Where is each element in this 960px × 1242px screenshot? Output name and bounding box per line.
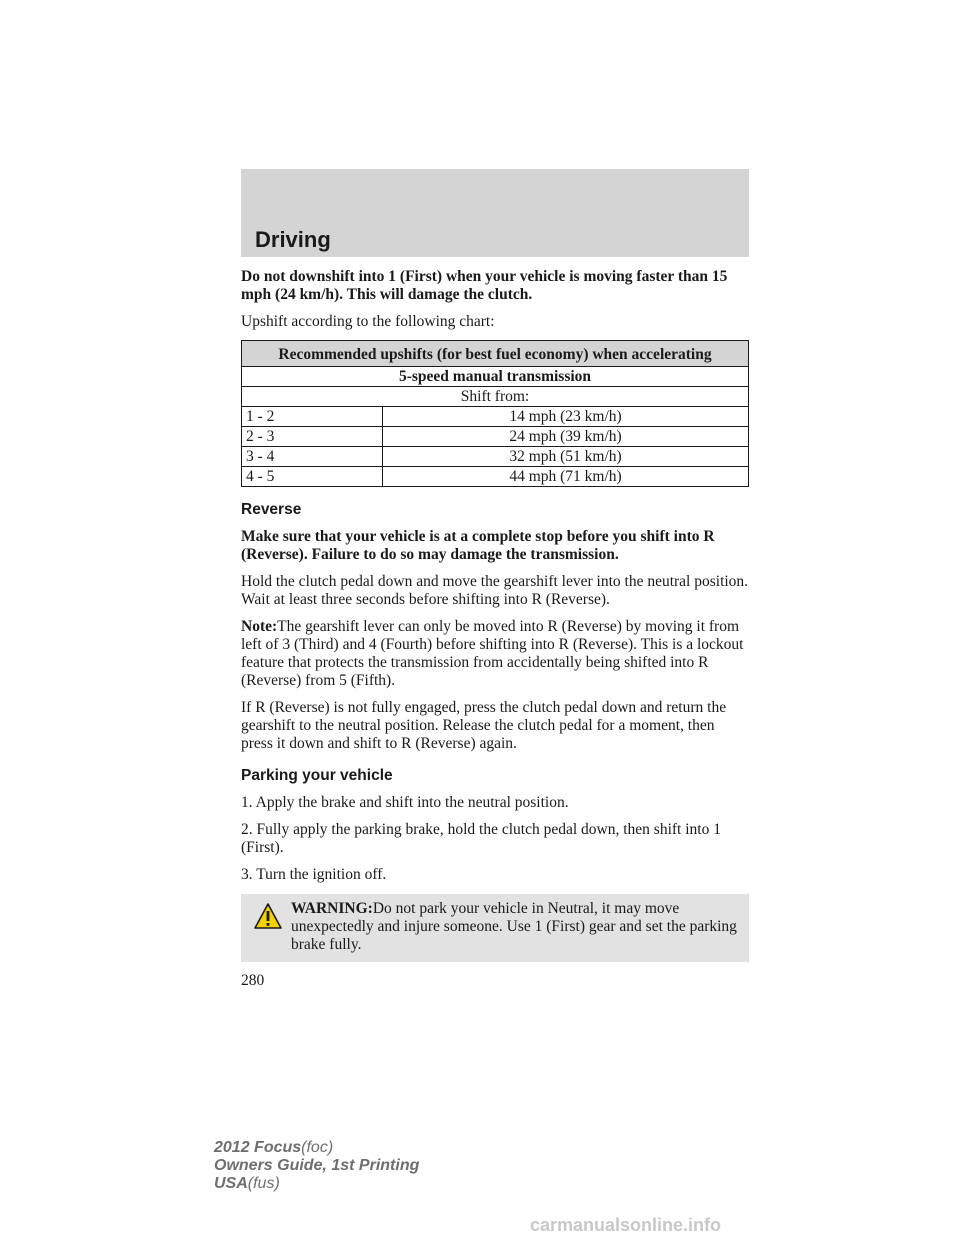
note-text: The gearshift lever can only be moved into R (Reverse) by moving it from left of 3 (Third) and 4 (Fourth) before shifting into R (Reverse). This is a lockout feature that protects the transmission from accidentally being shifted into R (Reverse) from 5 (Fifth).: [241, 618, 744, 689]
table-cell-speed: 44 mph (71 km/h): [383, 467, 749, 487]
warning-label: WARNING:: [291, 900, 373, 917]
section-header-band: [241, 169, 749, 257]
table-row: [242, 447, 749, 467]
footer-model-code: (foc): [301, 1139, 334, 1156]
table-cell-speed: 14 mph (23 km/h): [383, 407, 749, 427]
table-cell-gear: 4 - 5: [242, 467, 383, 487]
table-cell-speed: 24 mph (39 km/h): [383, 427, 749, 447]
warning-text-block: [251, 900, 739, 954]
table-row: [242, 467, 749, 487]
warning-triangle-icon: [253, 902, 283, 930]
reverse-instruction: Hold the clutch pedal down and move the gearshift lever into the neutral position. Wait at least three seconds before shifting into R (Reverse).: [241, 573, 749, 608]
table-cell-speed: 32 mph (51 km/h): [383, 447, 749, 467]
parking-step-3: 3. Turn the ignition off.: [241, 866, 387, 883]
footer-model: 2012 Focus: [214, 1139, 302, 1156]
table-row: [242, 427, 749, 447]
upshift-table: [241, 340, 749, 487]
table-shift-from-label: Shift from:: [242, 387, 749, 407]
page-number: 280: [241, 972, 265, 989]
section-title: Driving: [255, 227, 331, 252]
table-subtitle: 5-speed manual transmission: [242, 367, 749, 387]
table-row: [242, 407, 749, 427]
parking-heading: Parking your vehicle: [241, 767, 393, 784]
page-content: [241, 268, 749, 962]
parking-step-2: 2. Fully apply the parking brake, hold the clutch pedal down, then shift into 1 (First).: [241, 821, 721, 856]
footer-line-2: Owners Guide, 1st Printing: [214, 1157, 420, 1174]
table-cell-gear: 1 - 2: [242, 407, 383, 427]
note-paragraph: [241, 618, 749, 690]
downshift-warning: Do not downshift into 1 (First) when your vehicle is moving faster than 15 mph (24 km/h). This will damage the clutch.: [241, 268, 728, 303]
reverse-not-engaged: If R (Reverse) is not fully engaged, press the clutch pedal down and return the gearshift to the neutral position. Release the clutch pedal for a moment, then press it down and shift to R (Reverse) again.: [241, 699, 727, 752]
footer-line-1: [214, 1139, 419, 1157]
warning-box: [241, 894, 749, 962]
footer-region-code: (fus): [247, 1175, 280, 1192]
upshift-intro: Upshift according to the following chart:: [241, 313, 495, 330]
note-label: Note:: [241, 618, 278, 635]
warning-text: Do not park your vehicle in Neutral, it may move unexpectedly and injure someone. Use 1 (First) gear and set the parking brake fully.: [291, 900, 737, 953]
table-shift-from-row: [242, 387, 749, 407]
table-cell-gear: 2 - 3: [242, 427, 383, 447]
table-cell-gear: 3 - 4: [242, 447, 383, 467]
reverse-heading: Reverse: [241, 501, 302, 518]
table-subtitle-row: [242, 367, 749, 387]
parking-step-1: 1. Apply the brake and shift into the neutral position.: [241, 794, 569, 811]
reverse-warning: Make sure that your vehicle is at a complete stop before you shift into R (Reverse). Failure to do so may damage the transmission.: [241, 528, 715, 563]
footer-line-3: [214, 1175, 419, 1193]
table-title-row: [242, 341, 749, 367]
table-title: Recommended upshifts (for best fuel economy) when accelerating: [242, 341, 749, 367]
watermark: carmanualsonline.info: [530, 1215, 722, 1235]
document-footer: [214, 1139, 419, 1193]
footer-region: USA: [214, 1175, 248, 1192]
